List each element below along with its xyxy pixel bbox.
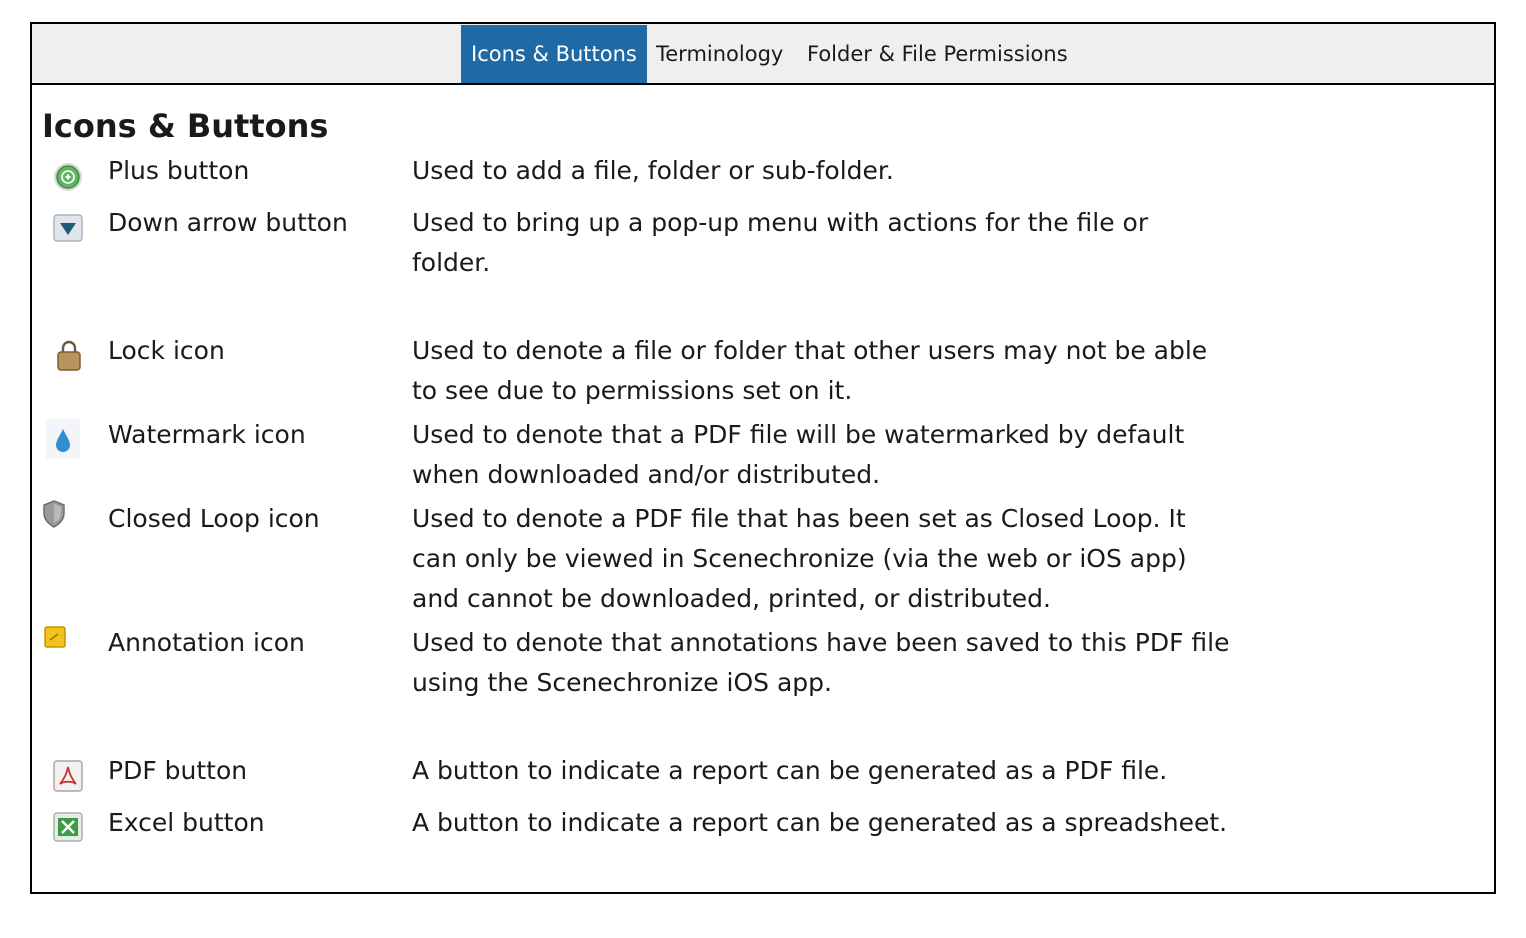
- term-label: Excel button: [108, 808, 265, 837]
- term-label: PDF button: [108, 756, 248, 785]
- down-arrow-icon: [44, 207, 94, 247]
- tab-icons-buttons[interactable]: Icons & Buttons: [461, 25, 647, 83]
- water-drop-icon: [44, 419, 94, 459]
- term-label: Closed Loop icon: [108, 504, 320, 533]
- plus-icon: [44, 155, 94, 195]
- shield-icon: [32, 497, 82, 537]
- tab-bar: [32, 24, 1494, 85]
- term-description: Used to denote that annotations have been saved to this PDF file using the Scenechronize iOS app.: [412, 628, 1230, 697]
- term-description: A button to indicate a report can be generated as a spreadsheet.: [412, 808, 1228, 837]
- term-description: Used to denote a file or folder that other users may not be able to see due to permissions set on it.: [412, 336, 1208, 405]
- tab-folder-file-permissions[interactable]: Folder & File Permissions: [807, 42, 1068, 66]
- term-description: Used to add a file, folder or sub-folder.: [412, 156, 894, 185]
- term-label: Plus button: [108, 156, 250, 185]
- pdf-icon: [44, 755, 94, 795]
- help-panel: [30, 22, 1496, 894]
- term-description: A button to indicate a report can be generated as a PDF file.: [412, 756, 1168, 785]
- term-label: Down arrow button: [108, 208, 348, 237]
- term-description: Used to denote that a PDF file will be watermarked by default when downloaded and/or distributed.: [412, 420, 1185, 489]
- lock-icon: [44, 335, 94, 375]
- term-label: Annotation icon: [108, 628, 305, 657]
- term-description: Used to denote a PDF file that has been set as Closed Loop. It can only be viewed in Scenechronize (via the web or iOS app) and cannot be downloaded, printed, or distributed.: [412, 504, 1187, 613]
- annotation-note-icon: [32, 621, 82, 661]
- excel-icon: [44, 807, 94, 847]
- term-description: Used to bring up a pop-up menu with actions for the file or folder.: [412, 208, 1149, 277]
- tab-content: [32, 85, 1494, 892]
- term-label: Watermark icon: [108, 420, 306, 449]
- term-label: Lock icon: [108, 336, 225, 365]
- section-title: Icons & Buttons: [42, 107, 329, 145]
- tab-terminology[interactable]: Terminology: [656, 42, 784, 66]
